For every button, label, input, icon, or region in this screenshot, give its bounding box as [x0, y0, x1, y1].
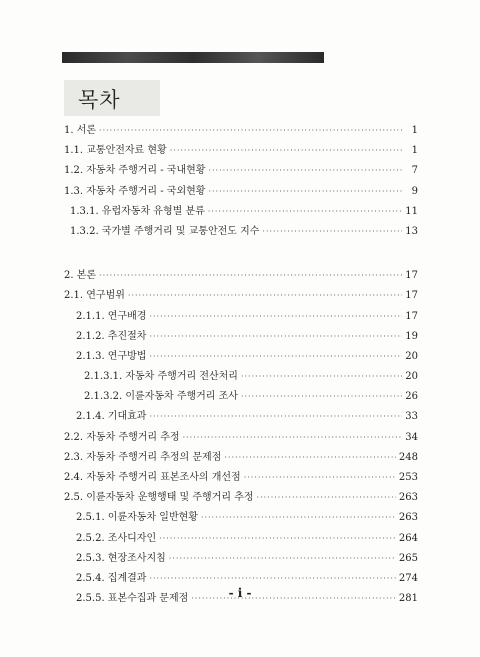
- toc-entry[interactable]: [64, 488, 418, 508]
- toc-leader: [208, 207, 403, 216]
- toc-entry-label: 2.4. 자동차 주행거리 표본조사의 개선점: [64, 472, 241, 483]
- toc-leader: [257, 493, 396, 502]
- toc-entry-label: 2.1.1. 연구배경: [76, 310, 147, 322]
- header-bar: [62, 52, 324, 63]
- toc-entry-page: 20: [405, 350, 418, 362]
- toc-entry-label: 1.1. 교통안전자료 현황: [64, 145, 167, 157]
- toc-entry[interactable]: [64, 387, 418, 407]
- toc-entry-page: 263: [398, 492, 418, 504]
- toc-leader: [149, 352, 402, 361]
- toc-entry-label: 2.5.1. 이륜자동차 일반현황: [76, 512, 198, 524]
- toc-entry[interactable]: [64, 141, 418, 161]
- toc-entry-page: 20: [405, 371, 418, 383]
- toc-entry[interactable]: [64, 327, 418, 347]
- toc-leader: [149, 574, 395, 583]
- toc-entry[interactable]: [64, 121, 418, 141]
- toc-leader: [99, 126, 403, 135]
- toc-entry-label: 2.5. 이륜자동차 운행행태 및 주행거리 추정: [64, 492, 254, 504]
- toc-entry-label: 1.3.1. 유럽자동차 유형별 분류: [70, 205, 205, 217]
- toc-entry-page: 19: [405, 330, 418, 342]
- toc-leader: [183, 433, 403, 442]
- toc-entry-page: 11: [405, 205, 418, 217]
- toc-entry-label: 1.3.2. 국가별 주행거리 및 교통안전도 지수: [70, 225, 260, 237]
- toc-entry-page: 34: [405, 431, 418, 443]
- toc-entry[interactable]: [64, 266, 418, 286]
- page-number: - i -: [228, 586, 252, 600]
- toc-leader: [241, 392, 402, 401]
- toc-entry-label: 2.1.3.2. 이륜자동차 주행거리 조사: [84, 391, 238, 403]
- toc-leader: [208, 187, 403, 196]
- toc-entry-label: 2.5.5. 표본수집과 문제점: [76, 593, 189, 605]
- toc-entry-page: 17: [405, 270, 418, 282]
- toc-entry-label: 2.5.4. 집계결과: [76, 572, 147, 584]
- toc-entry-page: 265: [398, 552, 418, 564]
- toc-entry-label: 1.2. 자동차 주행거리 - 국내현황: [64, 165, 206, 177]
- toc-entry-page: 1: [411, 145, 418, 157]
- toc-leader: [262, 227, 402, 236]
- toc-entry-page: 26: [405, 391, 418, 403]
- toc-leader: [224, 453, 396, 462]
- toc-entry-label: 2.2. 자동차 주행거리 추정: [64, 431, 180, 443]
- toc-entry-page: 281: [398, 593, 418, 605]
- toc-entry[interactable]: [64, 549, 418, 569]
- toc-leader: [99, 271, 402, 280]
- toc-leader: [208, 166, 403, 175]
- toc-leader: [128, 291, 402, 300]
- toc-leader: [170, 146, 403, 155]
- toc-entry-label: 2.1.3. 연구방법: [76, 350, 147, 362]
- toc-entry-label: 2.3. 자동차 주행거리 추정의 문제점: [64, 451, 222, 463]
- toc-entry-page: 264: [398, 532, 418, 544]
- toc-entry-page: 9: [411, 185, 418, 197]
- toc-entry[interactable]: [64, 161, 418, 181]
- toc-leader: [244, 473, 396, 482]
- toc-entry[interactable]: [64, 347, 418, 367]
- toc-entry[interactable]: [64, 448, 418, 468]
- toc-entry-label: 2.1. 연구범위: [64, 290, 125, 302]
- toc-leader: [149, 312, 402, 321]
- toc-entry[interactable]: [64, 202, 418, 222]
- toc-entry[interactable]: [64, 307, 418, 327]
- toc-entry[interactable]: [64, 508, 418, 528]
- toc-leader: [149, 412, 402, 421]
- page-title: 목차: [78, 88, 121, 112]
- toc-entry-label: 2. 본론: [64, 270, 97, 282]
- toc-entry-page: 248: [398, 451, 418, 463]
- toc-entry-label: 1. 서론: [64, 125, 97, 136]
- toc-entry-page: 17: [405, 310, 418, 322]
- toc-entry-page: 253: [398, 472, 418, 483]
- toc-entry-label: 2.5.2. 조사디자인: [76, 532, 157, 544]
- toc-entry[interactable]: [64, 286, 418, 306]
- toc-entry-label: 1.3. 자동차 주행거리 - 국외현황: [64, 185, 206, 197]
- toc-entry[interactable]: [64, 428, 418, 448]
- toc-leader: [241, 372, 402, 381]
- toc-entry[interactable]: [64, 222, 418, 242]
- toc-entry-page: 17: [405, 290, 418, 302]
- toc-entry[interactable]: [64, 367, 418, 387]
- toc-entry-page: 33: [405, 411, 418, 423]
- toc-entry-page: 1: [411, 125, 418, 136]
- toc-leader: [149, 332, 402, 341]
- toc-leader: [169, 554, 396, 563]
- toc-entry-label: 2.5.3. 현장조사지침: [76, 552, 166, 564]
- toc-entry-label: 2.1.3.1. 자동차 주행거리 전산처리: [84, 371, 238, 383]
- table-of-contents: [64, 121, 418, 609]
- toc-entry[interactable]: [64, 468, 418, 488]
- toc-entry-page: 13: [405, 225, 418, 237]
- toc-entry-page: 263: [398, 512, 418, 524]
- toc-entry-page: 274: [398, 572, 418, 584]
- toc-entry[interactable]: [64, 182, 418, 202]
- toc-leader: [201, 513, 396, 522]
- toc-entry-page: 7: [411, 165, 418, 177]
- toc-entry[interactable]: [64, 529, 418, 549]
- toc-leader: [159, 534, 396, 543]
- toc-entry[interactable]: [64, 407, 418, 427]
- toc-entry-label: 2.1.2. 추진절차: [76, 330, 147, 342]
- toc-entry-label: 2.1.4. 기대효과: [76, 411, 147, 423]
